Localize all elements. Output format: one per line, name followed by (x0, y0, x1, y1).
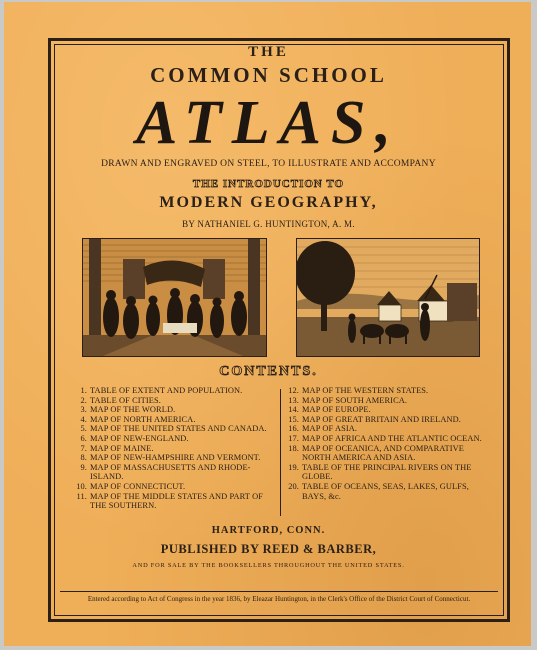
column-divider (280, 389, 281, 516)
list-item: 3. MAP OF THE WORLD. (80, 405, 176, 415)
list-item: 16. MAP OF ASIA. (288, 424, 358, 434)
list-item: 1. TABLE OF EXTENT AND POPULATION. (80, 386, 243, 395)
subtitle-modern-geography: MODERN GEOGRAPHY, (159, 194, 378, 211)
list-item: 18. MAP OF OCEANICA, AND COMPARATIVE NORTH AMERICA AND ASIA. (288, 443, 464, 463)
engraving-assembly-scene (82, 238, 267, 357)
list-item: 2. TABLE OF CITIES. (80, 395, 161, 405)
contents-list-right (284, 386, 492, 501)
subtitle-introduction: THE INTRODUCTION TO (192, 178, 345, 190)
imprint-publisher: PUBLISHED BY REED & BARBER, (160, 542, 377, 556)
copyright-notice: Entered according to Act of Congress in the year 1836, by Eleazar Huntington, in the Clerk's Office of the District Court of Connecticut. (87, 595, 471, 603)
list-item: 17. MAP OF AFRICA AND THE ATLANTIC OCEAN. (288, 433, 482, 443)
contents-heading: CONTENTS. (219, 364, 318, 379)
list-item: 12. MAP OF THE WESTERN STATES. (288, 386, 429, 395)
list-item: 11. MAP OF THE MIDDLE STATES AND PART OF THE SOUTHERN. (76, 491, 263, 511)
list-item: 13. MAP OF SOUTH AMERICA. (288, 395, 408, 405)
list-item: 9. MAP OF MASSACHUSETTS AND RHODE-ISLAND. (80, 462, 251, 482)
imprint-for-sale: AND FOR SALE BY THE BOOKSELLERS THROUGHOUT THE UNITED STATES. (132, 562, 405, 569)
list-item: 14. MAP OF EUROPE. (288, 405, 371, 415)
list-item: 6. MAP OF NEW-ENGLAND. (80, 433, 189, 443)
list-item: 8. MAP OF NEW-HAMPSHIRE AND VERMONT. (80, 453, 261, 463)
list-item: 5. MAP OF THE UNITED STATES AND CANADA. (80, 424, 267, 434)
contents-list-left (72, 386, 278, 511)
list-item: 10. MAP OF CONNECTICUT. (76, 481, 186, 491)
engraving-rural-landscape (296, 238, 480, 357)
list-item: 19. TABLE OF THE PRINCIPAL RIVERS ON THE GLOBE. (288, 462, 472, 482)
title-common-school: COMMON SCHOOL (150, 63, 387, 87)
title-the: THE (248, 44, 289, 60)
subtitle-drawn: DRAWN AND ENGRAVED ON STEEL, TO ILLUSTRATE AND ACCOMPANY (101, 159, 436, 169)
imprint-place: HARTFORD, CONN. (211, 525, 326, 536)
author-line: BY NATHANIEL G. HUNTINGTON, A. M. (182, 219, 355, 229)
list-item: 15. MAP OF GREAT BRITAIN AND IRELAND. (288, 414, 461, 424)
list-item: 20. TABLE OF OCEANS, SEAS, LAKES, GULFS, BAYS, &c. (288, 481, 469, 501)
list-item: 7. MAP OF MAINE. (80, 443, 154, 453)
divider-rule (60, 591, 498, 592)
title-atlas: ATLAS, (135, 89, 401, 157)
list-item: 4. MAP OF NORTH AMERICA. (80, 414, 196, 424)
